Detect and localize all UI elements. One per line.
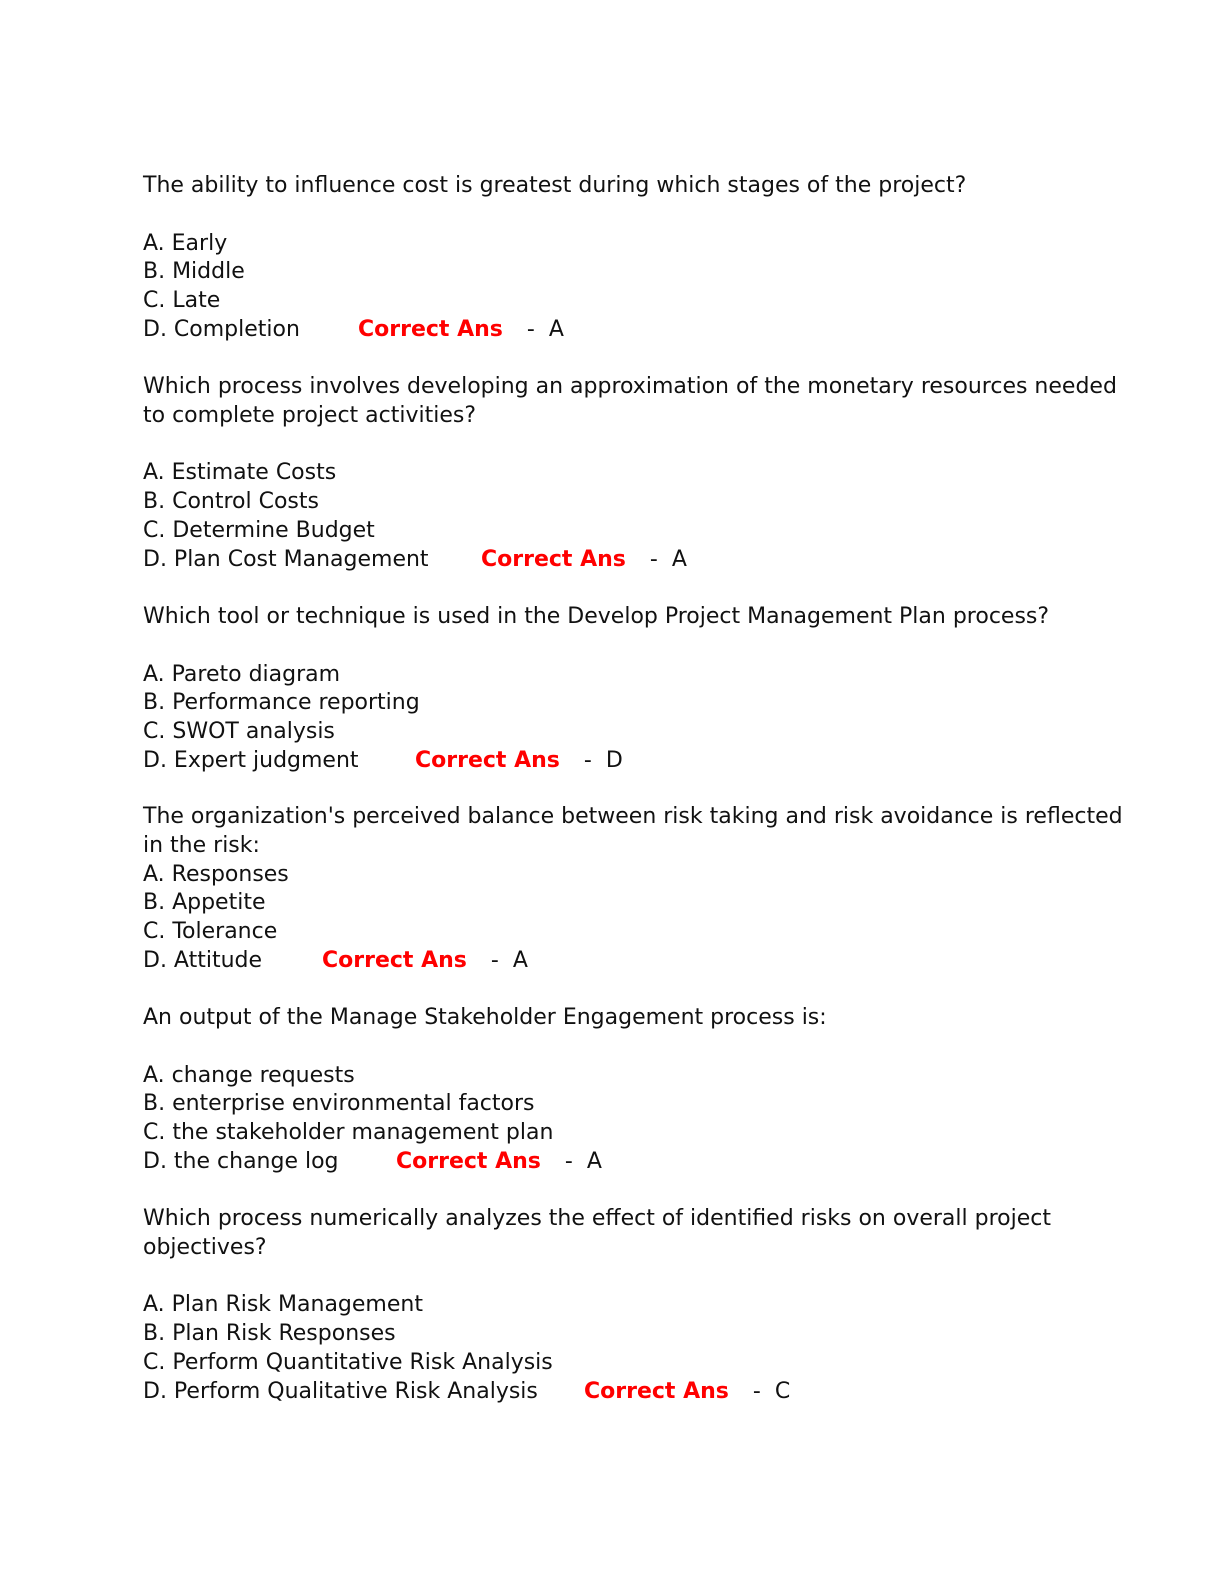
question-text-line-2: objectives? (143, 1234, 267, 1260)
option-a: A. Early (143, 230, 228, 256)
option-a: A. Plan Risk Management (143, 1292, 423, 1318)
option-b: B. Control Costs (143, 489, 319, 515)
correct-answer-letter: A (512, 947, 528, 973)
question-text: An output of the Manage Stakeholder Engagement process is: (143, 1005, 827, 1030)
answer-separator: - (490, 947, 499, 973)
option-d-row (143, 747, 1083, 776)
option-c: C. Tolerance (143, 919, 278, 945)
option-d: D. Attitude (143, 947, 263, 973)
option-d: D. Perform Qualitative Risk Analysis (143, 1378, 538, 1404)
option-d: D. Plan Cost Management (143, 546, 429, 572)
correct-answer-label: Correct Ans (396, 1148, 541, 1174)
option-b: B. Appetite (143, 890, 266, 916)
question-block-3 (143, 603, 1083, 776)
correct-answer-letter: A (548, 316, 564, 342)
correct-answer-label: Correct Ans (358, 316, 503, 342)
question-text-line-2: to complete project activities? (143, 402, 477, 428)
option-d: D. Expert judgment (143, 747, 359, 773)
correct-answer-letter: A (671, 546, 687, 572)
option-c: C. Determine Budget (143, 517, 375, 543)
question-block-4 (143, 803, 1123, 976)
correct-answer-label: Correct Ans (415, 747, 560, 773)
correct-answer-label: Correct Ans (584, 1378, 729, 1404)
question-text-line-2: in the risk: (143, 832, 260, 858)
answer-separator: - (752, 1378, 761, 1404)
option-a: A. Pareto diagram (143, 661, 341, 687)
option-b: B. enterprise environmental factors (143, 1091, 535, 1117)
option-d-row (143, 1148, 1083, 1177)
correct-answer-letter: C (774, 1378, 791, 1404)
option-d-row (143, 1378, 1083, 1407)
question-block-1 (143, 172, 1083, 345)
question-text-line-1: Which process numerically analyzes the effect of identified risks on overall project (143, 1206, 1051, 1231)
option-d-row (143, 546, 1083, 575)
option-c: C. SWOT analysis (143, 719, 335, 745)
option-b: B. Plan Risk Responses (143, 1321, 396, 1347)
option-a: A. Estimate Costs (143, 460, 337, 486)
option-a: A. change requests (143, 1062, 355, 1088)
question-text: Which tool or technique is used in the Develop Project Management Plan process? (143, 604, 1050, 629)
option-c: C. Perform Quantitative Risk Analysis (143, 1349, 553, 1375)
option-d-row (143, 316, 1083, 345)
question-block-6 (143, 1205, 1083, 1407)
answer-separator: - (564, 1148, 573, 1174)
correct-answer-label: Correct Ans (322, 947, 467, 973)
question-block-2 (143, 373, 1117, 575)
question-text-line-1: Which process involves developing an approximation of the monetary resources needed (143, 374, 1117, 399)
question-text: The ability to influence cost is greatest during which stages of the project? (143, 173, 967, 198)
answer-separator: - (526, 316, 535, 342)
answer-separator: - (649, 546, 658, 572)
option-d: D. Completion (143, 316, 300, 342)
option-c: C. the stakeholder management plan (143, 1120, 554, 1146)
correct-answer-letter: D (605, 747, 623, 773)
correct-answer-letter: A (586, 1148, 602, 1174)
question-block-5 (143, 1004, 1083, 1177)
correct-answer-label: Correct Ans (481, 546, 626, 572)
option-c: C. Late (143, 288, 221, 314)
option-b: B. Performance reporting (143, 690, 420, 716)
option-a: A. Responses (143, 861, 289, 887)
option-d-row (143, 947, 1083, 976)
option-d: D. the change log (143, 1148, 339, 1174)
answer-separator: - (583, 747, 592, 773)
question-text-line-1: The organization's perceived balance between risk taking and risk avoidance is reflected (143, 804, 1123, 829)
option-b: B. Middle (143, 259, 245, 285)
